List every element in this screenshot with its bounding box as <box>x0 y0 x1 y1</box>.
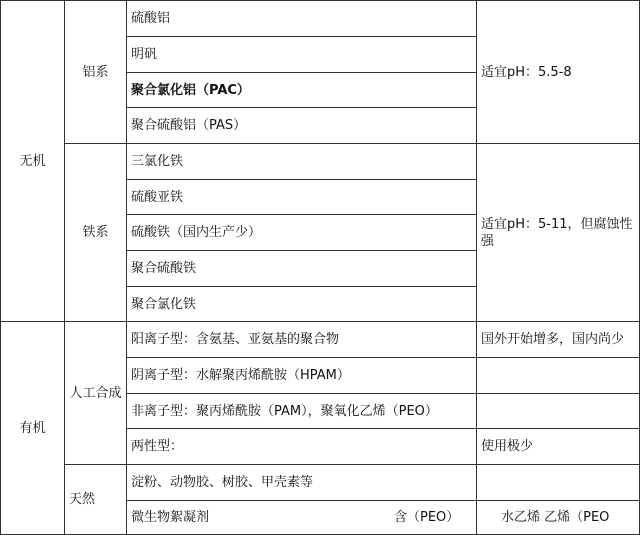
natural-item: 淀粉、动物胶、树胶、甲壳素等 <box>131 475 314 490</box>
subcategory-aluminum: 铝系 <box>82 64 109 80</box>
category-inorganic: 无机 <box>19 153 46 169</box>
iron-item: 三氯化铁 <box>131 154 184 169</box>
natural-note: 水乙烯 乙烯（PEO <box>501 510 610 525</box>
synthetic-note: 国外开始增多，国内尚少 <box>481 332 625 347</box>
synthetic-item: 阴离子型：水解聚丙烯酰胺（HPAM） <box>131 368 350 383</box>
subcategory-iron: 铁系 <box>82 225 109 240</box>
aluminum-item: 硫酸铝 <box>131 11 171 26</box>
subcategory-synthetic: 人工合成 <box>69 385 122 401</box>
iron-item: 聚合硫酸铁 <box>131 261 197 276</box>
synthetic-item: 非离子型：聚丙烯酰胺（PAM），聚氧化乙烯（PEO） <box>131 403 438 419</box>
synthetic-note <box>477 358 639 393</box>
synthetic-note: 使用极少 <box>481 439 534 454</box>
iron-item: 聚合氯化铁 <box>131 296 197 312</box>
natural-item-partial: 含（PEO） <box>394 510 460 525</box>
iron-item: 硫酸铁（国内生产少） <box>131 225 262 240</box>
iron-item: 硫酸亚铁 <box>131 189 184 205</box>
aluminum-item: 聚合硫酸铝（PAS） <box>131 118 247 133</box>
aluminum-item: 明矾 <box>131 47 158 62</box>
aluminum-item: 聚合氯化铝（PAC） <box>131 82 250 98</box>
subcategory-natural: 天然 <box>69 492 96 507</box>
aluminum-note: 适宜pH：5.5-8 <box>481 64 572 80</box>
synthetic-note <box>477 394 639 428</box>
synthetic-item: 两性型： <box>131 439 184 454</box>
natural-item: 微生物絮凝剂 <box>131 510 210 525</box>
category-organic: 有机 <box>19 420 46 436</box>
synthetic-item: 阳离子型：含氨基、亚氨基的聚合物 <box>131 332 340 347</box>
iron-note: 适宜pH：5-11，但腐蚀性强 <box>481 216 633 249</box>
natural-note <box>477 465 639 500</box>
